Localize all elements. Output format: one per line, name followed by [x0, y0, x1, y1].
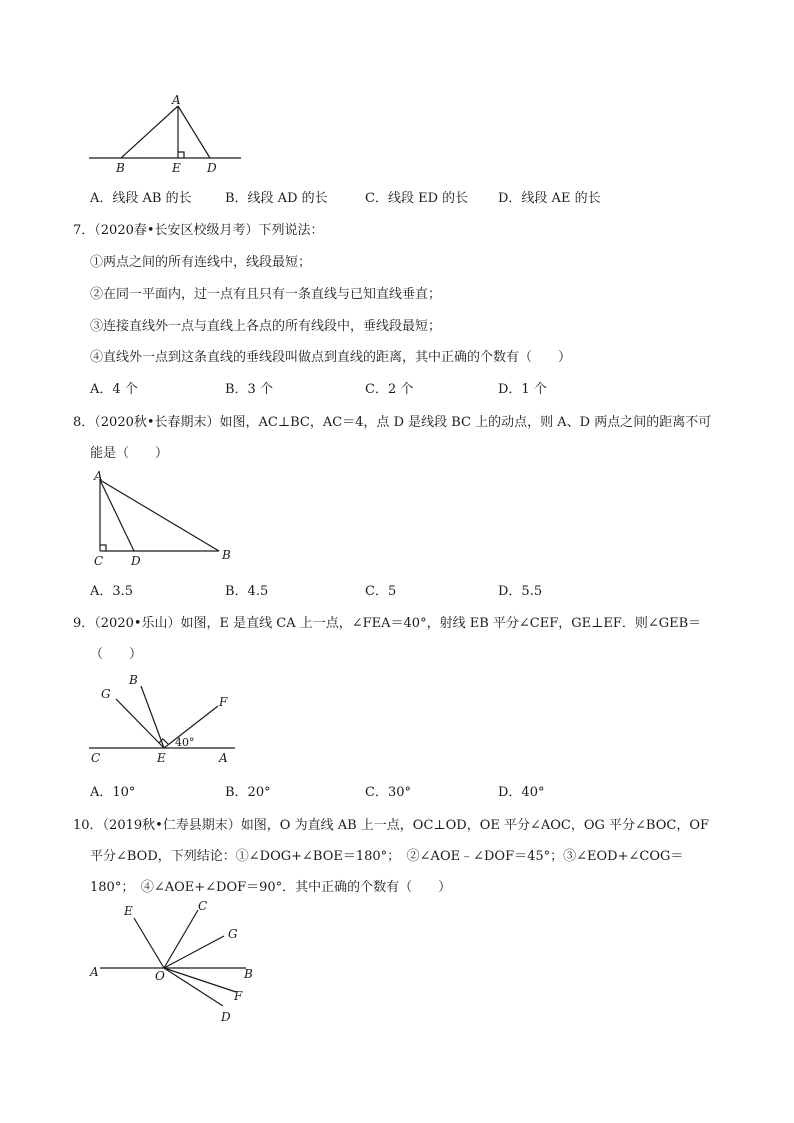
fig9-ray-eg [116, 699, 164, 748]
q8-option-b: B．4.5 [225, 584, 269, 599]
q7-item-4: ④直线外一点到这条直线的垂线段叫做点到直线的距离，其中正确的个数有（ ） [90, 350, 572, 365]
fig6-right-angle-mark [178, 152, 184, 158]
q8-options [90, 580, 670, 600]
fig6-segment-ab [121, 106, 178, 158]
fig6-label-b: B [116, 161, 125, 175]
q7-option-d: D．1 个 [498, 382, 547, 397]
q10-stem-line-2: 平分∠BOD，下列结论：①∠DOG+∠BOE＝180°； ②∠AOE﹣∠DOF＝45°；③∠EOD+∠COG＝ [90, 849, 684, 864]
fig9-label-g: G [101, 687, 111, 701]
q7-item-2: ②在同一平面内，过一点有且只有一条直线与已知直线垂直； [90, 287, 442, 302]
fig8-segment-ab [100, 480, 219, 551]
q8-stem-line-2: 能是（ ） [90, 446, 169, 461]
fig8-label-a: A [94, 469, 103, 483]
q9-option-a: A．10° [90, 785, 136, 800]
q9-stem-line-1: 9．（2020•乐山）如图，E 是直线 CA 上一点，∠FEA＝40°，射线 EB 平分∠CEF，GE⊥EF．则∠GEB＝ [73, 616, 702, 631]
q7-option-c: C．2 个 [365, 382, 414, 397]
q10-figure [86, 896, 266, 1031]
fig10-label-e: E [124, 904, 133, 918]
q6-options [90, 187, 670, 207]
q8-figure [88, 466, 248, 576]
fig9-label-a: A [219, 751, 228, 765]
fig8-right-angle-mark [100, 545, 106, 551]
q9-figure [85, 668, 245, 774]
q9-stem-line-2: （ ） [90, 647, 143, 662]
fig8-label-c: C [94, 554, 104, 568]
fig6-label-d: D [207, 161, 217, 175]
q6-option-a: A．线段 AB 的长 [90, 191, 192, 206]
q7-stem: 7．（2020春•长安区校级月考）下列说法： [73, 223, 324, 238]
q6-figure [85, 92, 245, 182]
q7-item-1: ①两点之间的所有连线中，线段最短； [90, 255, 312, 270]
q7-options [90, 378, 670, 398]
fig8-label-d: D [131, 554, 141, 568]
fig9-label-b: B [129, 673, 138, 687]
fig6-label-a: A [172, 93, 181, 107]
fig6-segment-ad [178, 106, 210, 158]
q9-option-d: D．40° [498, 785, 545, 800]
q7-item-3: ③连接直线外一点与直线上各点的所有线段中，垂线段最短； [90, 319, 442, 334]
fig8-label-b: B [222, 548, 231, 562]
fig9-label-c: C [91, 751, 101, 765]
q8-option-d: D．5.5 [498, 584, 543, 599]
q6-option-d: D．线段 AE 的长 [498, 191, 601, 206]
q8-option-a: A．3.5 [90, 584, 134, 599]
q6-option-b: B．线段 AD 的长 [225, 191, 328, 206]
fig10-ray-oe [134, 918, 164, 968]
fig9-label-e: E [157, 751, 166, 765]
q8-stem-line-1: 8．（2020秋•长春期末）如图，AC⊥BC，AC＝4，点 D 是线段 BC 上的动点，则 A、D 两点之间的距离不可 [73, 415, 712, 430]
q9-option-c: C．30° [365, 785, 411, 800]
fig9-label-angle: 40° [175, 736, 195, 749]
q9-options [90, 781, 670, 801]
fig9-ray-eb [141, 686, 164, 748]
q6-option-c: C．线段 ED 的长 [365, 191, 469, 206]
q10-stem-line-1: 10．（2019秋•仁寿县期末）如图，O 为直线 AB 上一点，OC⊥OD，OE 平分∠AOC，OG 平分∠BOC，OF [73, 818, 710, 833]
fig10-label-b: B [244, 967, 253, 981]
q10-stem-line-3: 180°； ④∠AOE+∠DOF＝90°．其中正确的个数有（ ） [90, 880, 452, 895]
q9-option-b: B．20° [225, 785, 271, 800]
fig6-label-e: E [172, 161, 181, 175]
q7-option-a: A．4 个 [90, 382, 138, 397]
fig10-label-c: C [198, 899, 208, 913]
fig10-label-d: D [221, 1010, 231, 1024]
fig10-label-o: O [155, 969, 165, 983]
q7-option-b: B．3 个 [225, 382, 273, 397]
fig10-label-g: G [228, 927, 238, 941]
fig10-label-f: F [234, 989, 243, 1003]
fig9-label-f: F [219, 695, 228, 709]
q8-option-c: C．5 [365, 584, 397, 599]
fig10-ray-od [164, 968, 223, 1006]
fig10-ray-of [164, 968, 236, 992]
fig10-label-a: A [90, 965, 99, 979]
